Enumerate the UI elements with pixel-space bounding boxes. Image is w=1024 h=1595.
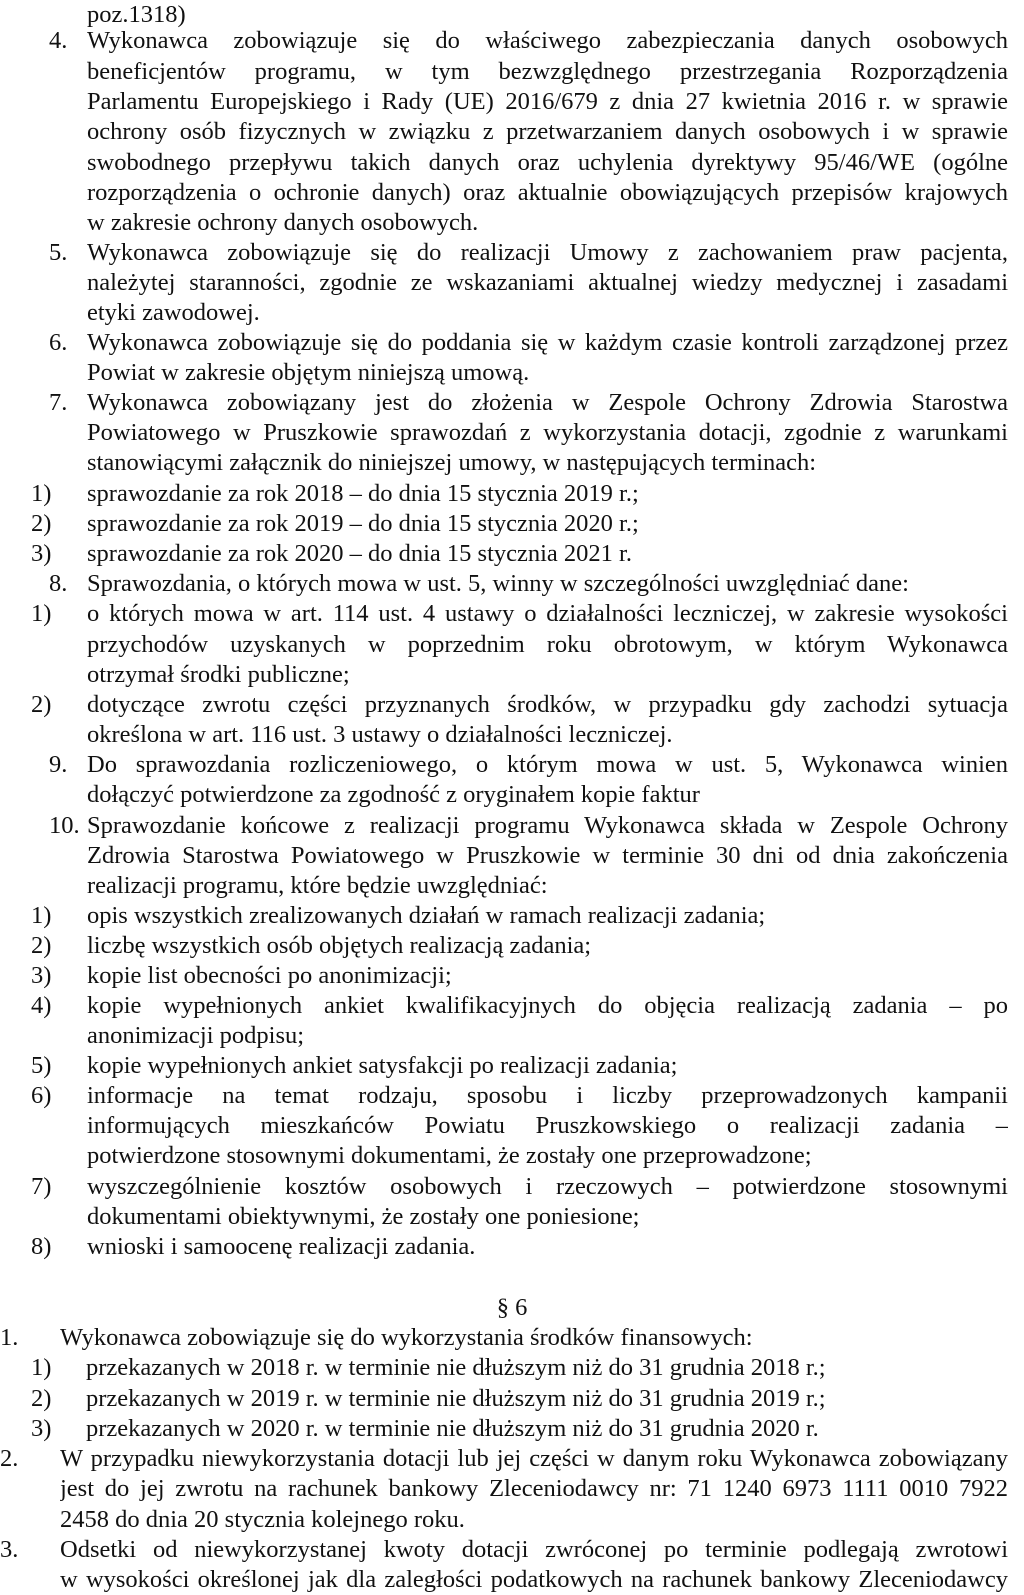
text-line <box>0 1535 1024 1565</box>
item-number: 8. <box>49 570 68 597</box>
line-text: informujących mieszkańców Powiatu Pruszkowskiego o realizacji zadania – <box>87 1112 1008 1139</box>
line-text: dotyczące zwrotu części przyznanych środków, w przypadku gdy zachodzi sytuacja <box>87 691 1008 718</box>
line-text: w wysokości określonej jak dla zaległości podatkowych na rachunek bankowy Zleceniodawcy <box>60 1566 1008 1593</box>
line-text: dołączyć potwierdzone za zgodność z oryginałem kopie faktur <box>87 781 700 808</box>
text-line <box>0 87 1024 117</box>
item-number: 3. <box>0 1536 19 1563</box>
line-text: realizacji programu, które będzie uwzględniać: <box>87 872 548 899</box>
item-number: 1) <box>31 1354 52 1381</box>
text-line <box>0 901 1024 931</box>
item-number: 3) <box>31 1415 52 1442</box>
text-line <box>0 117 1024 147</box>
text-line <box>0 388 1024 418</box>
line-text: Wykonawca zobowiązuje się do realizacji Umowy z zachowaniem praw pacjenta, <box>87 239 1008 266</box>
line-text: wyszczególnienie kosztów osobowych i rzeczowych – potwierdzone stosownymi <box>87 1173 1008 1200</box>
text-line <box>0 1474 1024 1504</box>
text-line <box>0 1202 1024 1232</box>
line-text: Wykonawca zobowiązuje się do wykorzystania środków finansowych: <box>60 1324 753 1351</box>
line-text: Parlamentu Europejskiego i Rady (UE) 2016/679 z dnia 27 kwietnia 2016 r. w sprawie <box>87 88 1008 115</box>
line-text: jest do jej zwrotu na rachunek bankowy Zleceniodawcy nr: 71 1240 6973 1111 0010 7922 <box>60 1475 1008 1502</box>
item-number: 4) <box>31 992 52 1019</box>
line-text: dokumentami obiektywnymi, że zostały one poniesione; <box>87 1203 640 1230</box>
text-line <box>0 1051 1024 1081</box>
text-line <box>0 1353 1024 1383</box>
line-text: etyki zawodowej. <box>87 299 260 326</box>
item-number: 1. <box>0 1324 19 1351</box>
text-line <box>0 238 1024 268</box>
line-text: stanowiącymi załącznik do niniejszej umowy, w następujących terminach: <box>87 449 817 476</box>
line-text: Odsetki od niewykorzystanej kwoty dotacji zwróconej po terminie podlegają zwrotowi <box>60 1536 1008 1563</box>
text-line <box>0 1111 1024 1141</box>
line-text: beneficjentów programu, w tym bezwzględnego przestrzegania Rozporządzenia <box>87 58 1008 85</box>
line-text: przekazanych w 2020 r. w terminie nie dłuższym niż do 31 grudnia 2020 r. <box>86 1415 819 1442</box>
line-text: Sprawozdania, o których mowa w ust. 5, winny w szczególności uwzględniać dane: <box>87 570 909 597</box>
text-line <box>0 841 1024 871</box>
line-text: Sprawozdanie końcowe z realizacji programu Wykonawca składa w Zespole Ochrony <box>87 812 1008 839</box>
text-line <box>0 328 1024 358</box>
text-line <box>0 1414 1024 1444</box>
line-text: sprawozdanie za rok 2019 – do dnia 15 stycznia 2020 r.; <box>87 510 639 537</box>
item-number: 9. <box>49 751 68 778</box>
item-number: 2) <box>31 932 52 959</box>
item-number: 3) <box>31 962 52 989</box>
item-number: 5) <box>31 1052 52 1079</box>
item-number: 3) <box>31 540 52 567</box>
item-number: 8) <box>31 1233 52 1260</box>
line-text: wnioski i samoocenę realizacji zadania. <box>87 1233 476 1260</box>
text-line <box>0 358 1024 388</box>
item-number: 2. <box>0 1445 19 1472</box>
line-text: sprawozdanie za rok 2020 – do dnia 15 stycznia 2021 r. <box>87 540 632 567</box>
text-line <box>0 931 1024 961</box>
item-number: 2) <box>31 1385 52 1412</box>
item-number: 4. <box>49 27 68 54</box>
text-line <box>0 1141 1024 1171</box>
section-heading: § 6 <box>496 1294 528 1321</box>
text-line <box>0 991 1024 1021</box>
line-text: Wykonawca zobowiązuje się do właściwego zabezpieczania danych osobowych <box>87 27 1008 54</box>
text-line <box>0 208 1024 238</box>
item-number: 1) <box>31 600 52 627</box>
text-line <box>0 811 1024 841</box>
line-text: Powiat w zakresie objętym niniejszą umową. <box>87 359 530 386</box>
line-text: liczbę wszystkich osób objętych realizacją zadania; <box>87 932 592 959</box>
line-text: określona w art. 116 ust. 3 ustawy o działalności leczniczej. <box>87 721 673 748</box>
line-text: kopie wypełnionych ankiet satysfakcji po realizacji zadania; <box>87 1052 678 1079</box>
text-line <box>0 1565 1024 1595</box>
line-text: informacje na temat rodzaju, sposobu i liczby przeprowadzonych kampanii <box>87 1082 1008 1109</box>
item-number: 7) <box>31 1173 52 1200</box>
text-line <box>0 1081 1024 1111</box>
line-text: otrzymał środki publiczne; <box>87 661 350 688</box>
line-text: Powiatowego w Pruszkowie sprawozdań z wykorzystania dotacji, zgodnie z warunkami <box>87 419 1008 446</box>
line-text: ochrony osób fizycznych w związku z przetwarzaniem danych osobowych i w sprawie <box>87 118 1008 145</box>
text-line <box>0 569 1024 599</box>
line-text: przekazanych w 2019 r. w terminie nie dłuższym niż do 31 grudnia 2019 r.; <box>86 1385 826 1412</box>
text-line <box>0 660 1024 690</box>
item-number: 6) <box>31 1082 52 1109</box>
line-text: o których mowa w art. 114 ust. 4 ustawy o działalności leczniczej, w zakresie wysokości <box>87 600 1008 627</box>
line-text: swobodnego przepływu takich danych oraz uchylenia dyrektywy 95/46/WE (ogólne <box>87 149 1008 176</box>
line-text: rozporządzenia o ochronie danych) oraz aktualnie obowiązujących przepisów krajowych <box>87 179 1008 206</box>
text-line <box>0 268 1024 298</box>
item-number: 7. <box>49 389 68 416</box>
text-line <box>0 1021 1024 1051</box>
line-text: Zdrowia Starostwa Powiatowego w Pruszkowie w terminie 30 dni od dnia zakończenia <box>87 842 1008 869</box>
line-text: sprawozdanie za rok 2018 – do dnia 15 stycznia 2019 r.; <box>87 480 639 507</box>
text-line <box>0 539 1024 569</box>
item-number: 6. <box>49 329 68 356</box>
text-line <box>0 1384 1024 1414</box>
text-line <box>0 1505 1024 1535</box>
line-text: przychodów uzyskanych w poprzednim roku obrotowym, w którym Wykonawca <box>87 631 1008 658</box>
line-text: w zakresie ochrony danych osobowych. <box>87 209 479 236</box>
line-text: kopie wypełnionych ankiet kwalifikacyjnych do objęcia realizacją zadania – po <box>87 992 1008 1019</box>
item-number: 2) <box>31 691 52 718</box>
text-line <box>0 1172 1024 1202</box>
line-text: poz.1318) <box>87 1 186 28</box>
text-line <box>0 1323 1024 1353</box>
text-line <box>0 1444 1024 1474</box>
line-text: kopie list obecności po anonimizacji; <box>87 962 452 989</box>
text-line <box>0 599 1024 629</box>
item-number: 2) <box>31 510 52 537</box>
line-text: Do sprawozdania rozliczeniowego, o którym mowa w ust. 5, Wykonawca winien <box>87 751 1008 778</box>
line-text: Wykonawca zobowiązuje się do poddania się w każdym czasie kontroli zarządzonej przez <box>87 329 1008 356</box>
text-line <box>0 418 1024 448</box>
text-line <box>0 750 1024 780</box>
text-line <box>0 148 1024 178</box>
line-text: należytej staranności, zgodnie ze wskazaniami aktualnej wiedzy medycznej i zasadami <box>87 269 1008 296</box>
item-number: 10. <box>49 812 80 839</box>
item-number: 1) <box>31 902 52 929</box>
text-line <box>0 298 1024 328</box>
text-line <box>0 780 1024 810</box>
text-line <box>0 178 1024 208</box>
text-line <box>0 630 1024 660</box>
line-text: potwierdzone stosownymi dokumentami, że zostały one przeprowadzone; <box>87 1142 812 1169</box>
text-line <box>0 720 1024 750</box>
text-line <box>0 509 1024 539</box>
item-number: 1) <box>31 480 52 507</box>
line-text: przekazanych w 2018 r. w terminie nie dłuższym niż do 31 grudnia 2018 r.; <box>86 1354 826 1381</box>
text-line <box>0 871 1024 901</box>
item-number: 5. <box>49 239 68 266</box>
line-text: W przypadku niewykorzystania dotacji lub jej części w danym roku Wykonawca zobowiązany <box>60 1445 1008 1472</box>
text-line <box>0 57 1024 87</box>
text-line <box>0 961 1024 991</box>
text-line <box>0 26 1024 56</box>
text-line <box>0 1232 1024 1262</box>
line-text: Wykonawca zobowiązany jest do złożenia w Zespole Ochrony Zdrowia Starostwa <box>87 389 1008 416</box>
line-text: anonimizacji podpisu; <box>87 1022 305 1049</box>
text-line <box>0 448 1024 478</box>
text-line <box>0 690 1024 720</box>
text-line <box>0 1293 1024 1323</box>
line-text: opis wszystkich zrealizowanych działań w ramach realizacji zadania; <box>87 902 766 929</box>
text-line <box>0 479 1024 509</box>
line-text: 2458 do dnia 20 stycznia kolejnego roku. <box>60 1506 465 1533</box>
